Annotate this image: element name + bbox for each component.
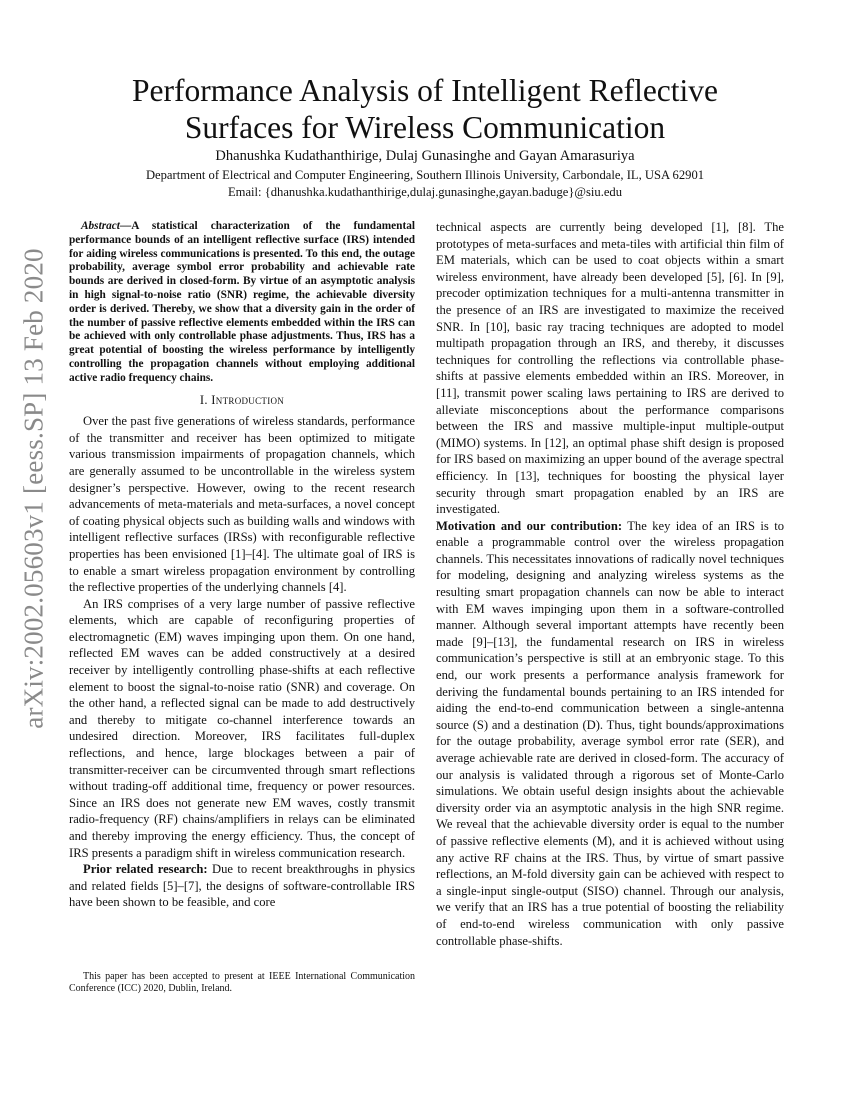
prior-research-text-start: Due to recent breakthroughs in physics and related fields [5]–[7], the designs of software-controllable IRS have been shown to be feasible, and core (69, 862, 415, 910)
email-line: Email: {dhanushka.kudathanthirige,dulaj.gunasinghe,gayan.baduge}@siu.edu (227, 185, 623, 199)
arxiv-identifier: arXiv:2002.05603v1 [eess.SP] 13 Feb 2020 (18, 247, 49, 729)
prior-research-label: Prior related research: (83, 862, 208, 877)
left-column (69, 220, 415, 911)
paper-title: Performance Analysis of Intelligent Reflective Surfaces for Wireless Communication (131, 73, 719, 145)
motivation-paragraph (436, 518, 784, 949)
author-list: Dhanushka Kudathanthirige, Dulaj Gunasinghe and Gayan Amarasuriya (215, 148, 635, 164)
footnote: This paper has been accepted to present at IEEE International Communication Conference (ICC) 2020, Dublin, Ireland. (69, 971, 415, 995)
right-column (436, 219, 784, 949)
intro-paragraph-2: An IRS comprises of a very large number of passive reflective elements, which are capable of reconfiguring properties of electromagnetic (EM) waves impinging upon them. On one hand, reflected EM waves can be added constructively at a desired receiver by intelligently controlling phase-shifts at each reflective element to boost the signal-to-noise ratio (SNR) and coverage. On the other hand, a reflected signal can be made to add destructively and thereby to mitigate co-channel interference towards an undesired direction. Moreover, IRS facilitates full-duplex reflections, and hence, large blockages between a pair of transmitter-receiver can be circumvented through smart reflections without trading-off additional time, frequency or power resources. Since an IRS does not generate new EM waves, costly transmit radio-frequency (RF) chains/amplifiers in relays can be eliminated and thereby improving the energy efficiency. Thus, the concept of IRS presents a paradigm shift in wireless communication research. (69, 596, 415, 860)
arxiv-stamp (4, 247, 64, 729)
abstract-text: —A statistical characterization of the fundamental performance bounds of an intelligent reflective surface (IRS) intended for aiding wireless communications is presented. To this end, the outage probability, average symbol error probability and achievable rate bounds are derived in closed-form. By virtue of an asymptotic analysis in high signal-to-noise ratio (SNR) regime, the achievable diversity order is derived. Thereby, we show that a diversity gain in the order of the number of passive reflective elements embedded within the IRS can be achieved with only controllable phase adjustments. Thus, IRS has a great potential of boosting the wireless performance by intelligently controlling the propagation channels without employing additional active radio frequency chains. (69, 220, 415, 384)
intro-paragraph-1: Over the past five generations of wireless standards, performance of the transmitter and receiver has been optimized to mitigate various transmission impairments of propagation channels, which are generally assumed to be uncontrollable in the wireless system designer’s perspective. However, owing to the recent research advancements of meta-materials and meta-surfaces, a novel concept of coating physical objects such as building walls and windows with intelligent reflective surfaces (IRSs) with reconfigurable reflective properties has been envisioned [1]–[4]. The ultimate goal of IRS is to enable a smart wireless propagation environment by controlling the reflective properties of the underlying channels [4]. (69, 414, 415, 595)
section-number: I. (199, 392, 208, 407)
affiliation: Department of Electrical and Computer Engineering, Southern Illinois University, Carbondale, IL, USA 62901 (145, 168, 705, 182)
section-title: Introduction (211, 392, 285, 407)
abstract (69, 220, 415, 386)
motivation-label: Motivation and our contribution: (436, 518, 623, 533)
section-heading-introduction (69, 392, 415, 409)
abstract-label: Abstract (81, 220, 120, 232)
motivation-text: The key idea of an IRS is to enable a programmable control over the wireless propagation channels. This necessitates innovations of radically novel techniques for modeling, designing and analyzing wireless systems as the resulting smart propagation channels can now be able to interact with EM waves impinging upon them in a software-controlled manner. Although several important attempts have recently been made [9]–[13], the fundamental research on IRS in wireless communication’s perspective is still at an embryonic stage. To this end, our work presents a performance analysis framework for deriving the fundamental bounds pertaining to an IRS intended for aiding the end-to-end communication between a single-antenna source (S) and a destination (D). Thus, tight bounds/approximations for the outage probability, average symbol error rate (SER), and average achievable rate are derived in closed-form. The accuracy of our analysis is validated through a rigorous set of Monte-Carlo simulations. We obtain useful design insights about the achievable diversity order via an asymptotic analysis in the high SNR regime. We reveal that the achievable diversity order is equal to the number of passive reflective elements (M), and it is achieved without using any active RF chains at the IRS. Thus, by virtue of smart passive reflections, an M-fold diversity gain can be achieved with respect to a single-input single-output (SISO) channel. Through our analysis, we verify that an IRS has a true potential of boosting the reliability of end-to-end wireless communication with only passive controllable phase-shifts. (436, 518, 784, 948)
prior-research-continued: technical aspects are currently being developed [1], [8]. The prototypes of meta-surfaces and meta-tiles with artificial thin film of EM materials, which can be used to coat objects within a smart wireless environment, have already been developed [5], [6]. In [9], precoder optimization techniques for a multi-antenna transmitter in the presence of an IRS are investigated to maximize the received SNR. In [10], basic ray tracing techniques are adopted to model multipath propagation through an IRS, and thereby, it discusses techniques for controlling the reflections via controllable phase-shifts at passive elements embedded within an IRS. Moreover, in [11], transmit power scaling laws pertaining to IRS are derived to alleviate misconceptions about the performance comparisons between the IRS and massive multiple-input multiple-output (MIMO) systems. In [12], an optimal phase shift design is proposed for IRS based on maximizing an upper bound of the average spectral efficiency. In [13], techniques for boosting the physical layer security through smart propagation enabled by an IRS are investigated. (436, 220, 784, 517)
prior-research-paragraph (69, 861, 415, 911)
